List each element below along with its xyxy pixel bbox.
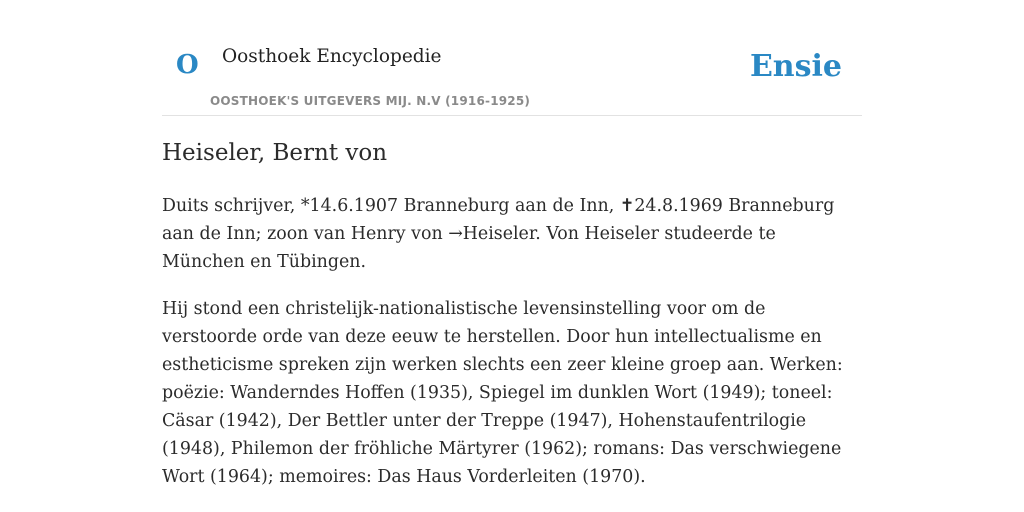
entry-paragraph-1 — [162, 192, 862, 276]
publisher-subtitle: OOSTHOEK'S UITGEVERS MIJ. N.V (1916-1925) — [210, 94, 531, 108]
paragraph-1-text-start: Duits schrijver, *14.6.1907 Branneburg aan de Inn, ✝24.8.1969 Branneburg aan de Inn; zoon van Henry von — [162, 196, 835, 244]
entry-title: Heiseler, Bernt von — [162, 140, 388, 166]
entry-paragraph-2: Hij stond een christelijk-nationalistische levensinstelling voor om de verstoorde orde van deze eeuw te herstellen. Door hun intellectualisme en estheticisme spreken zijn werken slechts een zeer kleine groep aan. Werken: poëzie: Wanderndes Hoffen (1935), Spiegel im dunklen Wort (1949); toneel: Cäsar (1942), Der Bettler unter der Treppe (1947), Hohenstaufentrilogie (1948), Philemon der fröhliche Märtyrer (1962); romans: Das verschwiegene Wort (1964); memoires: Das Haus Vorderleiten (1970). — [162, 299, 843, 487]
ensie-brand-link[interactable]: Ensie — [749, 49, 842, 84]
site-header — [162, 0, 862, 116]
heiseler-cross-reference-link[interactable]: →Heiseler — [448, 224, 536, 244]
oosthoek-logo-icon[interactable]: O — [176, 50, 199, 80]
paragraph-1-text-end: . Von Heiseler studeerde te München en Tübingen. — [162, 224, 776, 272]
site-title[interactable]: Oosthoek Encyclopedie — [222, 46, 442, 67]
page-container — [162, 0, 862, 487]
